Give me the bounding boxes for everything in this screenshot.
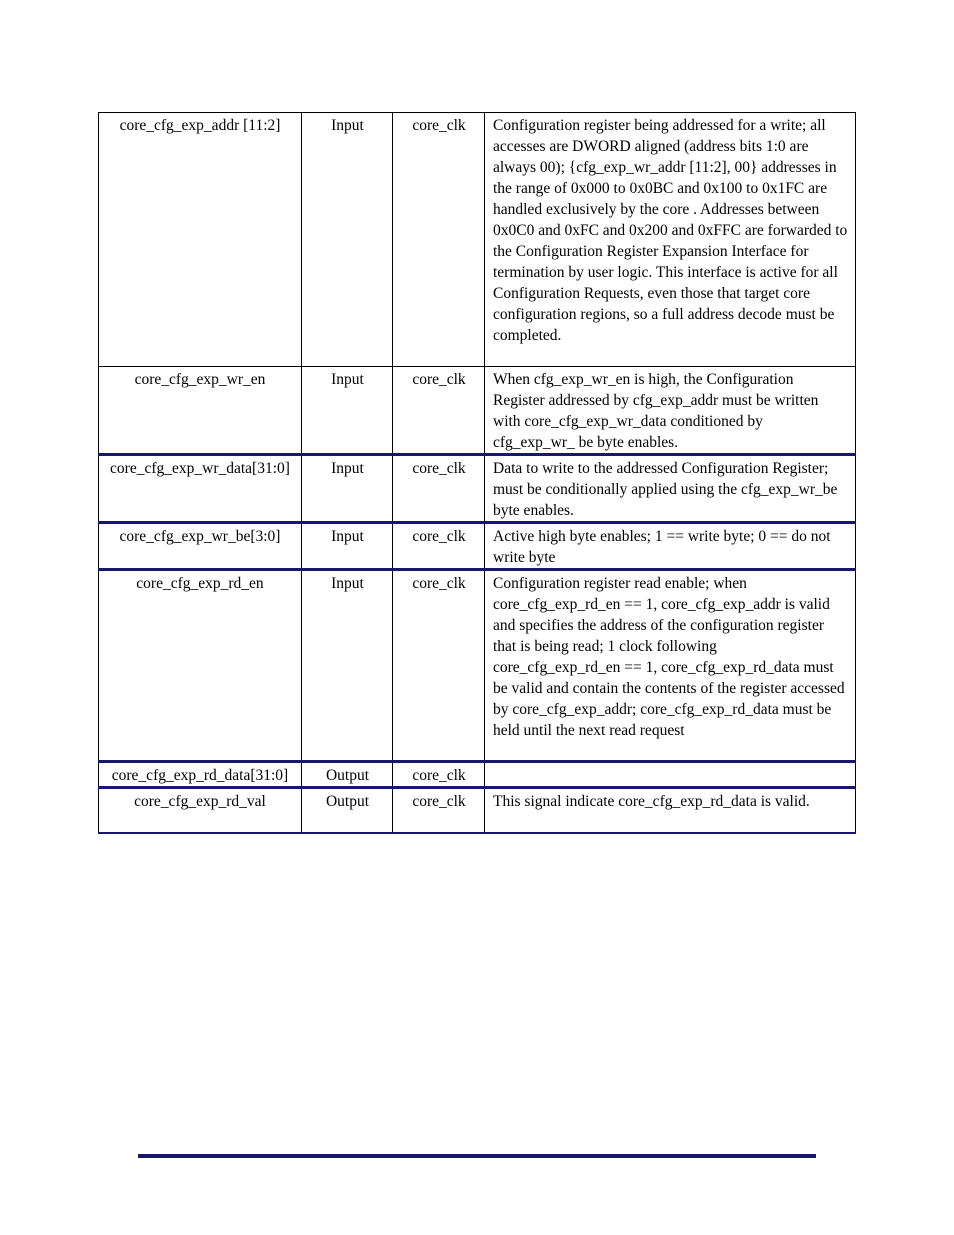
signal-direction: Input [302, 367, 393, 455]
table-row [99, 570, 856, 762]
table-row [99, 788, 856, 833]
signal-direction: Output [302, 788, 393, 833]
signal-description: When cfg_exp_wr_en is high, the Configuration Register addressed by cfg_exp_addr must be written with core_cfg_exp_wr_data conditioned by cfg_exp_wr_ be byte enables. [485, 367, 856, 455]
signal-name: core_cfg_exp_wr_be[3:0] [99, 523, 302, 570]
signal-direction: Input [302, 455, 393, 523]
signal-clock: core_clk [393, 570, 485, 762]
signal-direction: Output [302, 762, 393, 788]
table-row [99, 367, 856, 455]
signal-clock: core_clk [393, 113, 485, 367]
table-row [99, 523, 856, 570]
signal-description [485, 762, 856, 788]
signal-description: Configuration register being addressed for a write; all accesses are DWORD aligned (address bits 1:0 are always 00); {cfg_exp_wr_addr [11:2], 00} addresses in the range of 0x000 to 0x0BC and 0x100 to 0x1FC are handled exclusively by the core . Addresses between 0x0C0 and 0xFC and 0x200 and 0xFFC are forwarded to the Configuration Register Expansion Interface for termination by user logic. This interface is active for all Configuration Requests, even those that target core configuration regions, so a full address decode must be completed. [485, 113, 856, 367]
signal-clock: core_clk [393, 762, 485, 788]
signal-description: Configuration register read enable; when core_cfg_exp_rd_en == 1, core_cfg_exp_addr is valid and specifies the address of the configuration register that is being read; 1 clock following core_cfg_exp_rd_en == 1, core_cfg_exp_rd_data must be valid and contain the contents of the register accessed by core_cfg_exp_addr; core_cfg_exp_rd_data must be held until the next read request [485, 570, 856, 762]
signal-description: Active high byte enables; 1 == write byte; 0 == do not write byte [485, 523, 856, 570]
signal-description: Data to write to the addressed Configuration Register; must be conditionally applied using the cfg_exp_wr_be byte enables. [485, 455, 856, 523]
signal-name: core_cfg_exp_rd_val [99, 788, 302, 833]
footer-rule [138, 1154, 816, 1158]
signal-name: core_cfg_exp_wr_en [99, 367, 302, 455]
table-row [99, 113, 856, 367]
signal-clock: core_clk [393, 788, 485, 833]
signal-name: core_cfg_exp_rd_en [99, 570, 302, 762]
table-row [99, 762, 856, 788]
signal-direction: Input [302, 523, 393, 570]
signal-clock: core_clk [393, 523, 485, 570]
signal-description: This signal indicate core_cfg_exp_rd_data is valid. [485, 788, 856, 833]
table-row [99, 455, 856, 523]
signal-clock: core_clk [393, 367, 485, 455]
signal-direction: Input [302, 570, 393, 762]
signal-direction: Input [302, 113, 393, 367]
signal-table [98, 112, 856, 834]
signal-clock: core_clk [393, 455, 485, 523]
signal-name: core_cfg_exp_rd_data[31:0] [99, 762, 302, 788]
signal-name: core_cfg_exp_wr_data[31:0] [99, 455, 302, 523]
signal-name: core_cfg_exp_addr [11:2] [99, 113, 302, 367]
